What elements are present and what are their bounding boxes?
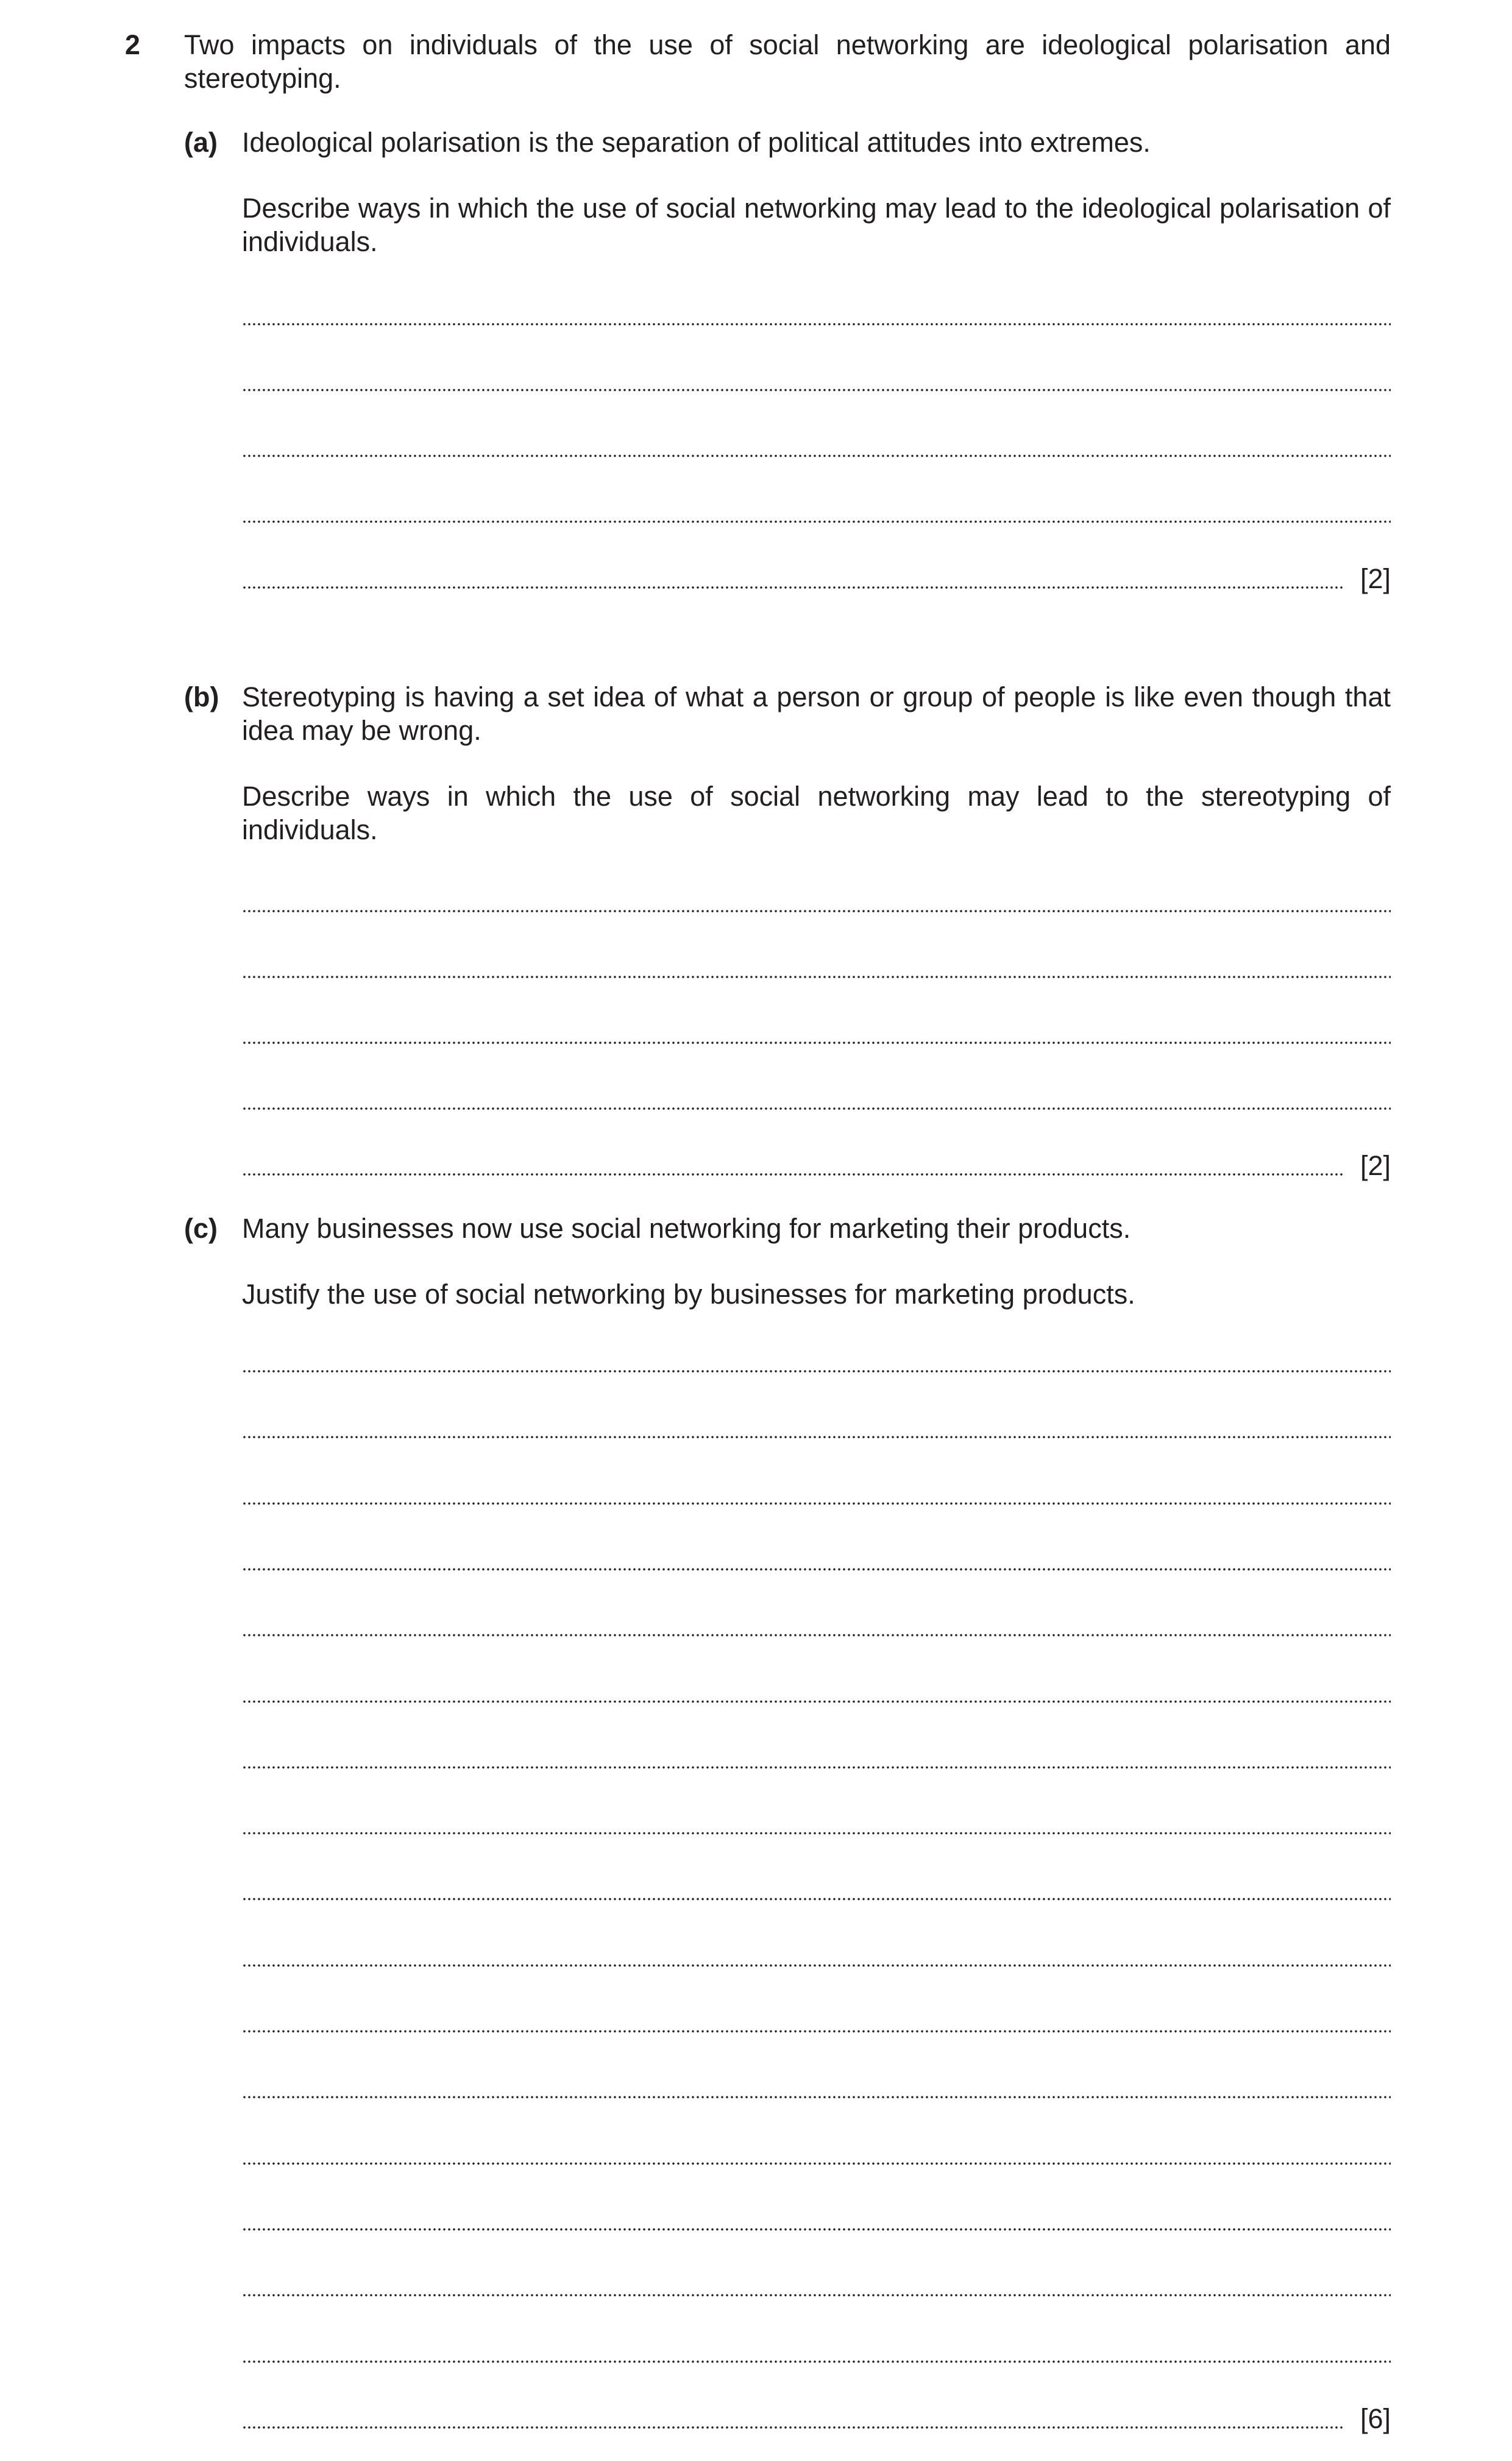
dotted-rule: [242, 2096, 1391, 2098]
answer-line[interactable]: [242, 501, 1391, 525]
dotted-rule: [242, 520, 1391, 523]
dotted-rule: [242, 1832, 1391, 1834]
dotted-rule: [242, 1107, 1391, 1110]
dotted-rule: [242, 1964, 1391, 1967]
dotted-rule: [242, 1766, 1391, 1769]
dotted-rule: [242, 1370, 1391, 1373]
dotted-rule: [242, 1173, 1344, 1176]
part-b-instruction: Describe ways in which the use of social networking may lead to the stereotyping of individuals.: [242, 781, 1391, 845]
answer-line[interactable]: [242, 1681, 1391, 1705]
dotted-rule: [242, 1898, 1391, 1900]
dotted-rule: [242, 2030, 1391, 2033]
dotted-rule: [242, 2426, 1344, 2429]
marks-label: [2]: [1360, 1150, 1391, 1181]
answer-line[interactable]: [242, 2076, 1391, 2101]
part-c-intro: Many businesses now use social networking for marketing their products.: [242, 1213, 1131, 1244]
answer-line[interactable]: [242, 369, 1391, 394]
marks-label: [6]: [1360, 2402, 1391, 2434]
answer-line[interactable]: [242, 1614, 1391, 1639]
dotted-rule: [242, 910, 1391, 912]
dotted-rule: [242, 389, 1391, 391]
answer-line[interactable]: [242, 1747, 1391, 1771]
answer-line[interactable]: [242, 1878, 1391, 1903]
dotted-rule: [242, 1634, 1391, 1636]
marks-label: [2]: [1360, 563, 1391, 594]
dotted-rule: [242, 976, 1391, 978]
answer-line[interactable]: [242, 1351, 1391, 1375]
answer-line[interactable]: [242, 2341, 1391, 2365]
answer-line[interactable]: [242, 2011, 1391, 2035]
answer-line[interactable]: [242, 1088, 1391, 1112]
answer-line[interactable]: [242, 1022, 1391, 1046]
dotted-rule: [242, 1568, 1391, 1571]
dotted-rule: [242, 2162, 1391, 2165]
part-c-label: (c): [184, 1213, 218, 1244]
part-b-label: (b): [184, 681, 219, 712]
dotted-rule: [242, 1436, 1391, 1438]
answer-line[interactable]: [242, 1549, 1391, 1573]
answer-line[interactable]: [242, 1813, 1391, 1837]
dotted-rule: [242, 1502, 1391, 1505]
part-a-intro: Ideological polarisation is the separation of political attitudes into extremes.: [242, 127, 1151, 158]
dotted-rule: [242, 455, 1391, 457]
dotted-rule: [242, 2360, 1391, 2363]
answer-line[interactable]: [242, 1416, 1391, 1441]
answer-line[interactable]: [242, 304, 1391, 328]
answer-line-final[interactable]: [242, 2402, 1391, 2434]
answer-line[interactable]: [242, 2275, 1391, 2299]
question-number: 2: [125, 29, 141, 60]
part-c-instruction: Justify the use of social networking by businesses for marketing products.: [242, 1279, 1135, 1310]
answer-line[interactable]: [242, 1483, 1391, 1507]
question-stem: Two impacts on individuals of the use of social networking are ideological polarisation and stereotyping.: [184, 29, 1391, 94]
answer-line[interactable]: [242, 1945, 1391, 1969]
answer-line[interactable]: [242, 890, 1391, 915]
answer-line[interactable]: [242, 956, 1391, 981]
answer-line[interactable]: [242, 435, 1391, 460]
part-b-intro: Stereotyping is having a set idea of what a person or group of people is like even though that idea may be wrong.: [242, 681, 1391, 746]
dotted-rule: [242, 586, 1344, 589]
dotted-rule: [242, 323, 1391, 325]
dotted-rule: [242, 2228, 1391, 2231]
answer-line-final[interactable]: [242, 563, 1391, 594]
part-a-label: (a): [184, 127, 218, 158]
answer-line[interactable]: [242, 2143, 1391, 2167]
dotted-rule: [242, 2294, 1391, 2296]
dotted-rule: [242, 1700, 1391, 1703]
part-a-instruction: Describe ways in which the use of social networking may lead to the ideological polarisation of individuals.: [242, 193, 1391, 257]
dotted-rule: [242, 1042, 1391, 1044]
answer-line[interactable]: [242, 2209, 1391, 2233]
answer-line-final[interactable]: [242, 1150, 1391, 1181]
